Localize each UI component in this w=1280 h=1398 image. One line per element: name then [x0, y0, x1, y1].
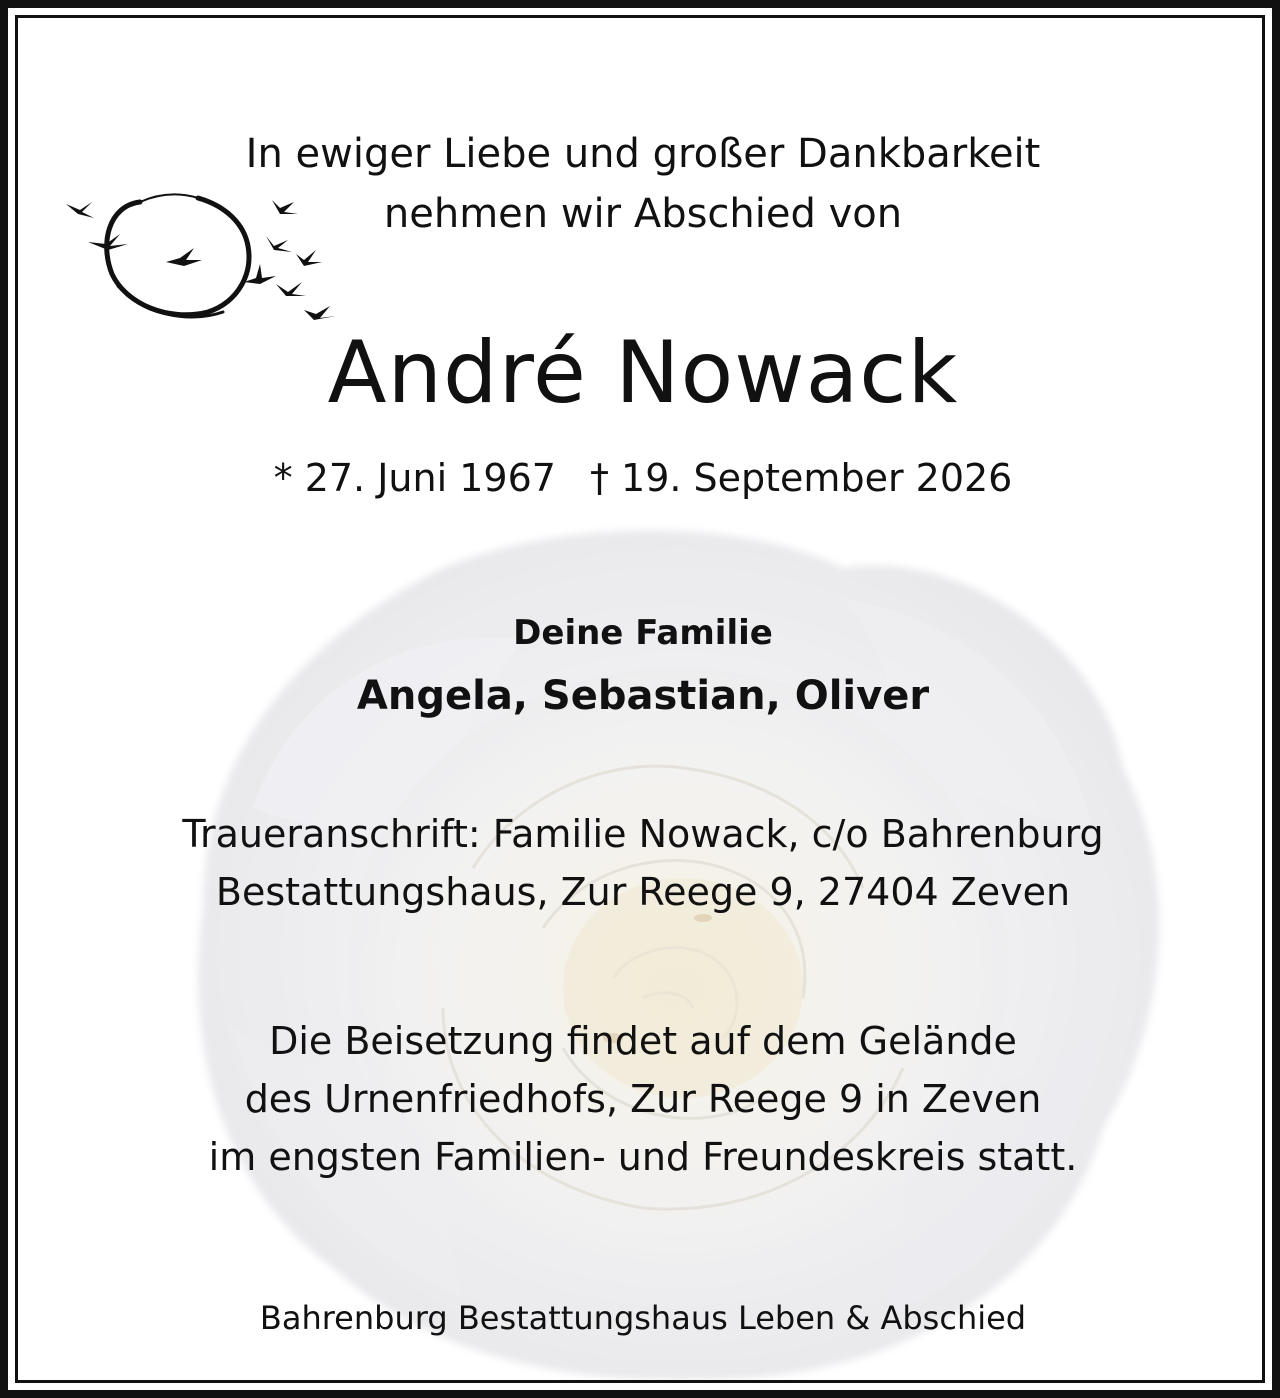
intro-line-1: In ewiger Liebe und großer Dankbarkeit — [245, 131, 1041, 177]
intro-line-2: nehmen wir Abschied von — [383, 191, 903, 237]
family-heading: Deine Familie — [513, 613, 773, 653]
family-section — [18, 605, 1265, 731]
undertaker-footer: Bahrenburg Bestattungshaus Leben & Abschied — [259, 1299, 1027, 1337]
life-dates — [18, 448, 1265, 508]
address-line-2: Bestattungshaus, Zur Reege 9, 27404 Zeven — [215, 870, 1071, 914]
burial-line-3: im engsten Familien- und Freundeskreis statt. — [208, 1135, 1078, 1179]
address-line-1: Traueranschrift: Familie Nowack, c/o Bahrenburg — [182, 812, 1104, 856]
birth-date: * 27. Juni 1967 — [273, 456, 556, 500]
burial-notice — [18, 1012, 1265, 1186]
burial-line-2: des Urnenfriedhofs, Zur Reege 9 in Zeven — [244, 1077, 1042, 1121]
burial-line-1: Die Beisetzung findet auf dem Gelände — [269, 1019, 1017, 1063]
mourning-address — [18, 805, 1265, 921]
intro-text — [18, 124, 1265, 244]
death-date: † 19. September 2026 — [589, 456, 1013, 500]
inner-border — [15, 15, 1265, 1383]
deceased-name: André Nowack — [327, 323, 959, 423]
family-names: Angela, Sebastian, Oliver — [356, 673, 930, 719]
